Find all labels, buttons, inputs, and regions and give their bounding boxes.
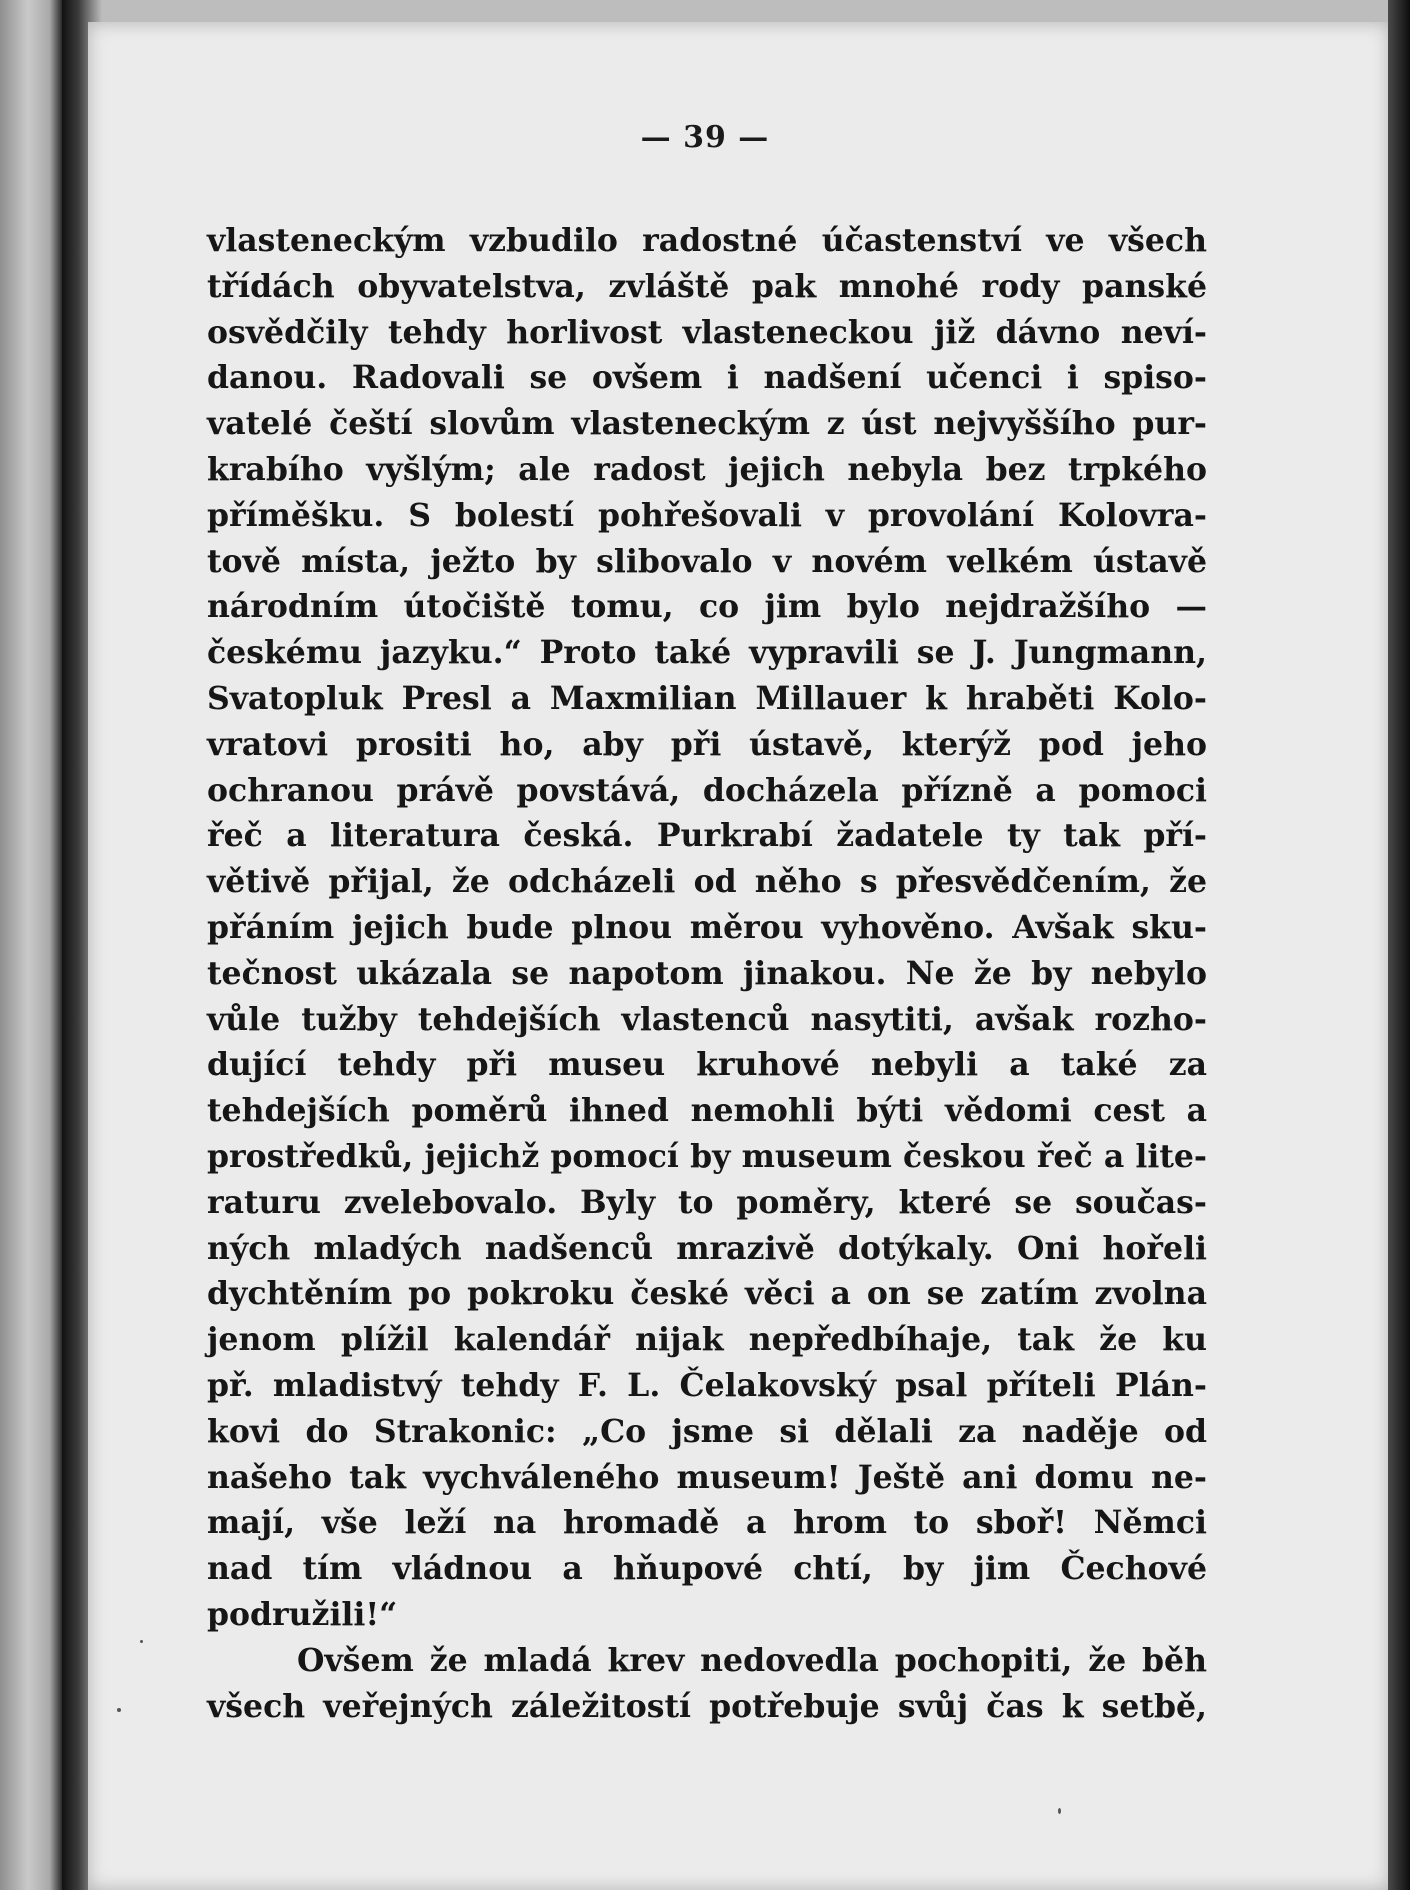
paper-speck xyxy=(117,1708,121,1712)
text-line: vůle tužby tehdejších vlastenců nasytiti, avšak rozho- xyxy=(207,1000,1207,1038)
text-line: osvědčily tehdy horlivost vlasteneckou již dávno neví- xyxy=(207,313,1207,351)
text-line: našeho tak vychváleného museum! Ještě ani domu ne- xyxy=(207,1458,1207,1496)
text-line: dychtěním po pokroku české věci a on se zatím zvolna xyxy=(207,1275,1207,1313)
text-line: vlasteneckým vzbudilo radostné účastenství ve všech xyxy=(207,222,1207,259)
text-line: Svatopluk Presl a Maxmilian Millauer k hraběti Kolo- xyxy=(207,679,1207,717)
text-line: tehdejších poměrů ihned nemohli býti vědomi cest a xyxy=(207,1092,1207,1130)
paper-speck xyxy=(140,1640,143,1643)
paragraph-end-line: podružili!“ xyxy=(207,1595,398,1633)
text-line: řeč a literatura česká. Purkrabí žadatele ty tak pří- xyxy=(207,817,1207,855)
text-line: tově místa, ježto by slibovalo v novém velkém ústavě xyxy=(207,542,1207,580)
text-line: vatelé čeští slovům vlasteneckým z úst nejvyššího pur- xyxy=(207,405,1207,443)
text-line: prostředků, jejichž pomocí by museum českou řeč a lite- xyxy=(207,1137,1207,1175)
text-line: českému jazyku.“ Proto také vypravili se J. Jungmann, xyxy=(207,634,1207,672)
text-line: kovi do Strakonic: „Co jsme si dělali za naděje od xyxy=(207,1412,1207,1450)
page-number: — 39 — xyxy=(640,120,770,155)
text-line: ochranou právě povstává, docházela přízně a pomoci xyxy=(207,771,1207,809)
text-line: raturu zvelebovalo. Byly to poměry, které se součas- xyxy=(207,1183,1207,1221)
text-line: nad tím vládnou a hňupové chtí, by jim Čechové xyxy=(207,1550,1207,1588)
body-text xyxy=(207,218,1207,1729)
text-line: mají, vše leží na hromadě a hrom to sboř! Němci xyxy=(207,1504,1207,1542)
text-line: danou. Radovali se ovšem i nadšení učenci i spiso- xyxy=(207,359,1207,397)
text-line: větivě přijal, že odcházeli od něho s přesvědčením, že xyxy=(207,863,1207,901)
text-line: tečnost ukázala se napotom jinakou. Ne že by nebylo xyxy=(207,954,1207,992)
text-line: všech veřejných záležitostí potřebuje svůj čas k setbě, xyxy=(207,1687,1207,1725)
text-line: přáním jejich bude plnou měrou vyhověno. Avšak sku- xyxy=(207,908,1207,946)
text-line: ných mladých nadšenců mrazivě dotýkaly. Oni hořeli xyxy=(207,1229,1207,1267)
text-line: dující tehdy při museu kruhové nebyli a také za xyxy=(207,1046,1207,1084)
left-facing-page-edge xyxy=(0,0,62,1890)
text-line: národním útočiště tomu, co jim bylo nejdražšího — xyxy=(207,588,1207,626)
text-line: př. mladistvý tehdy F. L. Čelakovský psal příteli Plán- xyxy=(207,1366,1207,1404)
right-scan-edge xyxy=(1388,0,1410,1890)
paper-speck xyxy=(1058,1808,1061,1814)
paragraph-start-line: Ovšem že mladá krev nedovedla pochopiti, že běh xyxy=(297,1641,1207,1679)
text-line: třídách obyvatelstva, zvláště pak mnohé rody panské xyxy=(207,267,1207,305)
text-line: krabího vyšlým; ale radost jejich nebyla bez trpkého xyxy=(207,450,1207,488)
text-line: jenom plížil kalendář nijak nepředbíhaje, tak že ku xyxy=(207,1321,1207,1359)
text-line: příměšku. S bolestí pohřešovali v provolání Kolovra- xyxy=(207,496,1207,534)
text-line: vratovi prositi ho, aby při ústavě, kterýž pod jeho xyxy=(207,725,1207,763)
